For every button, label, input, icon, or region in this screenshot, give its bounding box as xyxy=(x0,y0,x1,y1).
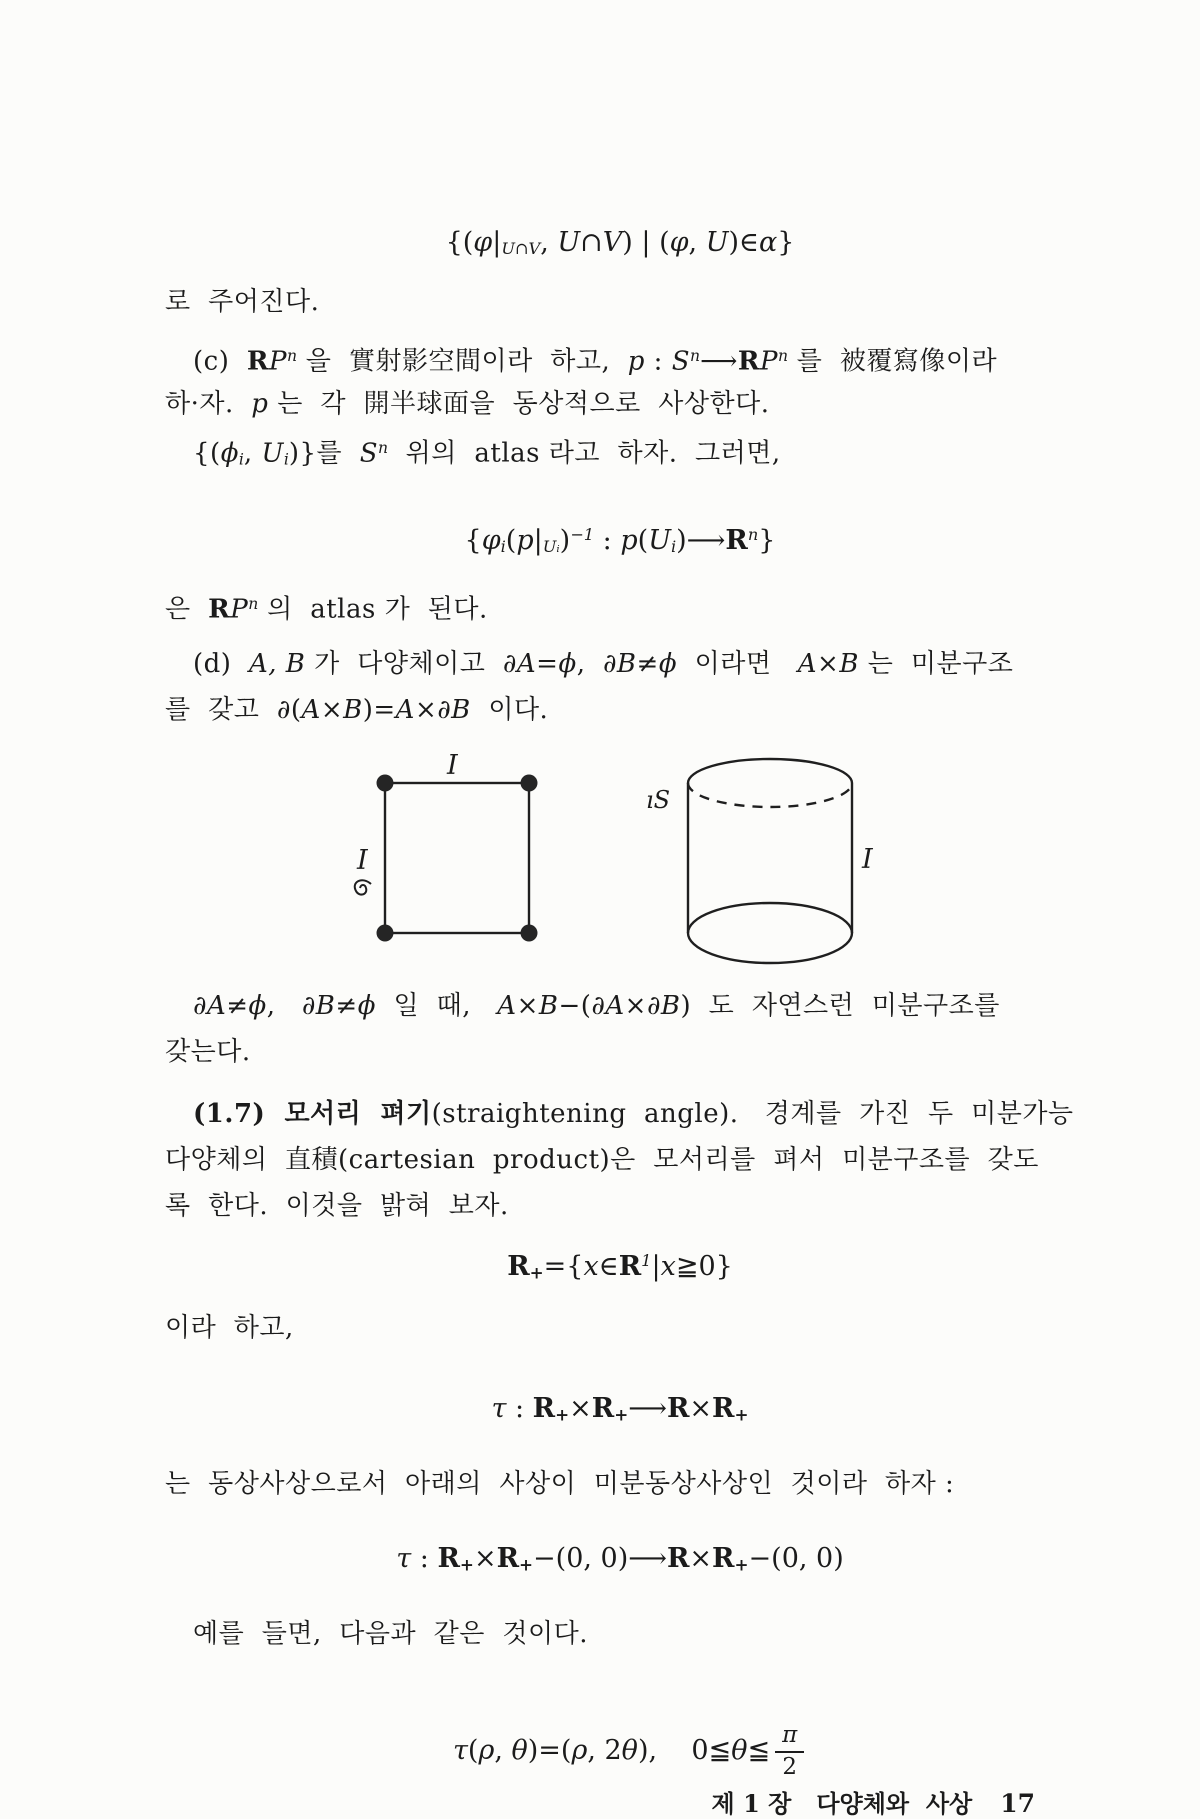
page-footer xyxy=(696,1756,1035,1819)
paragraph-boundary-product-line-1: ∂A≠ϕ, ∂B≠ϕ 일 때, A×B−(∂A×∂B) 도 자연스런 미분구조를 xyxy=(193,991,1000,1021)
paragraph-c-line-4: 은 $RP^n$ 의 atlas 가 된다. xyxy=(165,594,488,625)
square-figure xyxy=(355,750,538,942)
section-1-7-line-1: (1.7) 모서리 펴기(straightening angle). 경계를 가진 두 미분가능 xyxy=(193,1099,1074,1129)
paragraph-d-line-1: (d) A, B 가 다양체이고 ∂A=ϕ, ∂B≠ϕ 이라면 A×B 는 미분구조 xyxy=(193,649,1014,679)
chapter-title: 제 1 장 다양체와 사상 xyxy=(711,1789,973,1818)
paragraph-c-line-1: (c) $RP^n$ 을 實射影空間이라 하고, p : $S^n⟶RP^n$ 를 被覆寫像이라 xyxy=(193,346,998,377)
square-outline xyxy=(385,783,529,933)
cylinder-top-rim-front-dashed xyxy=(688,783,852,807)
square-corner-dot xyxy=(377,775,394,792)
formula-r-plus-definition: $R+=\{x\in R^1|x≧0\}$ xyxy=(507,1250,733,1283)
cylinder-bottom-rim xyxy=(688,903,852,963)
formula-tau-map: τ : R+×R+⟶R×R+ xyxy=(491,1393,749,1425)
formula-atlas-map: {φi(p|Uᵢ)$^{-1}$ : $p(Ui)⟶R^n$} xyxy=(464,524,776,556)
cylinder-figure xyxy=(646,759,874,963)
paragraph-d-line-2: 를 갖고 ∂(A×B)=A×∂B 이다. xyxy=(165,695,549,725)
paragraph-given-by: 로 주어진다. xyxy=(165,287,320,317)
square-corner-dot xyxy=(521,775,538,792)
page-number: 17 xyxy=(1000,1789,1035,1818)
formula-tau-map-minus-origin: τ : R+×R+−(0, 0)⟶R×R+−(0, 0) xyxy=(396,1543,844,1575)
paragraph-example: 예를 들면, 다음과 같은 것이다. xyxy=(193,1619,589,1649)
cylinder-side-label: I xyxy=(862,844,873,875)
paragraph-boundary-product-line-2: 갖는다. xyxy=(165,1037,251,1067)
cylinder-top-rim-back xyxy=(688,759,852,783)
tau-polar-expression: τ(ρ, θ)=(ρ, 2θ), 0≦θ≦ xyxy=(452,1735,771,1766)
section-1-7-line-2: 다양체의 直積(cartesian product)은 모서리를 펴서 미분구조를 갖도 xyxy=(165,1145,1039,1175)
formula-restricted-atlas: {(φ|U∩V, U∩V) | (φ, U)∈α} xyxy=(445,227,795,258)
square-cylinder-figure xyxy=(300,738,940,978)
square-corner-dot xyxy=(521,925,538,942)
square-top-edge-label: I xyxy=(447,750,458,781)
figure-row xyxy=(300,738,940,978)
square-left-edge-label: I xyxy=(357,845,368,876)
paragraph-homeomorphism: 는 동상사상으로서 아래의 사상이 미분동상사상인 것이라 하자 : xyxy=(165,1469,955,1499)
paragraph-c-line-2: 하·자. p 는 각 開半球面을 동상적으로 사상한다. xyxy=(165,389,770,419)
cylinder-rim-label: ıS xyxy=(646,786,671,814)
paragraph-c-line-3: {(ϕi, Ui)}를 $S^n$ 위의 atlas 라고 하자. 그러면, xyxy=(193,438,781,469)
section-1-7-line-3: 록 한다. 이것을 밝혀 보자. xyxy=(165,1191,509,1221)
fraction-numerator: π xyxy=(782,1722,798,1748)
paragraph-ira-hago: 이라 하고, xyxy=(165,1313,294,1343)
corner-squiggle-mark xyxy=(355,880,371,894)
square-corner-dot xyxy=(377,925,394,942)
fraction-denominator: 2 xyxy=(775,1751,804,1779)
